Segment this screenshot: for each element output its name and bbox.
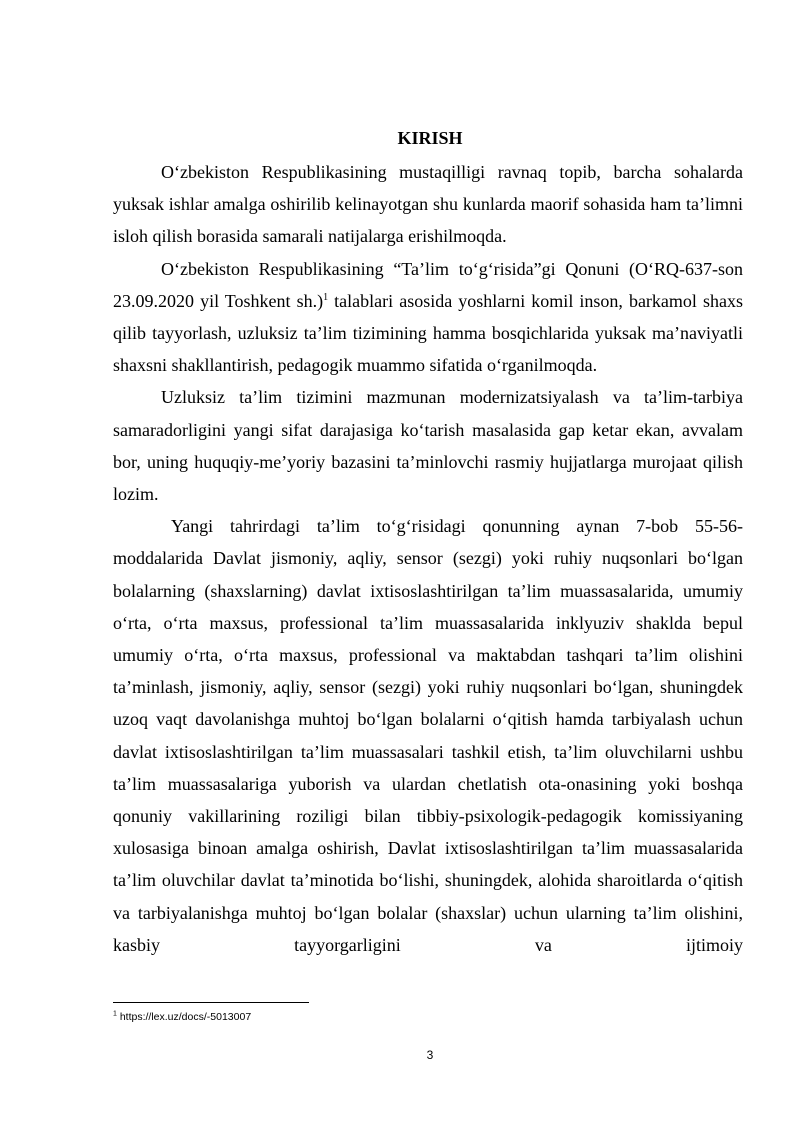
footnote-separator <box>113 1002 309 1003</box>
section-heading: KIRISH <box>397 128 463 148</box>
body-text <box>113 156 743 961</box>
paragraph-modernization: Uzluksiz ta’lim tizimini mazmunan modernizatsiyalash va ta’lim-tarbiya samaradorligini yangi sifat darajasiga ko‘tarish masalasida gap ketar ekan, avvalam bor, uning huquqiy-me’yoriy bazasini ta’minlovchi rasmiy hujjatlarga murojaat qilish lozim. <box>113 387 743 505</box>
paragraph-law-text-end: talablari asosida yoshlarni komil inson, barkamol shaxs qilib tayyorlash, uzluksiz ta’lim tizimining hamma bosqichlarida yuksak ma’naviyatli shaxsni shakllantirish, pedagogik muammo sifatida o‘rganilmoqda. <box>113 290 743 376</box>
paragraph-intro: O‘zbekiston Respublikasining mustaqilligi ravnaq topib, barcha sohalarda yuksak ishlar amalga oshirilib kelinayotgan shu kunlarda maorif sohasida ham ta’limni isloh qilish borasida samarali natijalarga erishilmoqda. <box>113 162 743 247</box>
paragraph-law <box>113 253 743 382</box>
paragraph-law-text-start: O‘zbekiston Respublikasining “Ta’lim to‘g‘risida”gi Qonuni (O‘RQ-637-son 23.09.2020 yil Toshkent sh.) <box>113 258 743 311</box>
footnote-reference[interactable]: 1 <box>323 291 329 303</box>
footnote <box>113 1010 251 1024</box>
page-number: 3 <box>426 1048 434 1062</box>
paragraph-new-edition: Yangi tahrirdagi ta’lim to‘g‘risidagi qonunning aynan 7-bob 55-56-moddalarida Davlat jismoniy, aqliy, sensor (sezgi) yoki ruhiy nuqsonlari bo‘lgan bolalarning (shaxslarning) davlat ixtisoslashtirilgan ta’lim muassasalarida, umumiy o‘rta, o‘rta maxsus, professional ta’lim muassasalarida inklyuziv shaklda bepul umumiy o‘rta, o‘rta maxsus, professional va maktabdan tashqari ta’lim olishini ta’minlash, jismoniy, aqliy, sensor (sezgi) yoki ruhiy nuqsonlari bo‘lgan, shuningdek uzoq vaqt davolanishga muhtoj bo‘lgan bolalarni o‘qitish hamda tarbiyalash uchun davlat ixtisoslashtirilgan ta’lim muassasalari tashkil etish, ta’lim oluvchilarni ushbu ta’lim muassasalariga yuborish va ulardan chetlatish ota-onasining yoki boshqa qonuniy vakillarining roziligi bilan tibbiy-psixologik-pedagogik komissiyaning xulosasiga binoan amalga oshirish, Davlat ixtisoslashtirilgan ta’lim muassasalarida ta’lim oluvchilar davlat ta’minotida bo‘lishi, shuningdek, alohida sharoitlarda o‘qitish va tarbiyalanishga muhtoj bo‘lgan bolalar (shaxslar) uchun ularning ta’lim olishini, kasbiy tayyorgarligini va ijtimoiy <box>113 516 743 955</box>
footnote-marker: 1 <box>113 1010 117 1018</box>
footnote-link[interactable]: https://lex.uz/docs/-5013007 <box>116 1011 252 1023</box>
